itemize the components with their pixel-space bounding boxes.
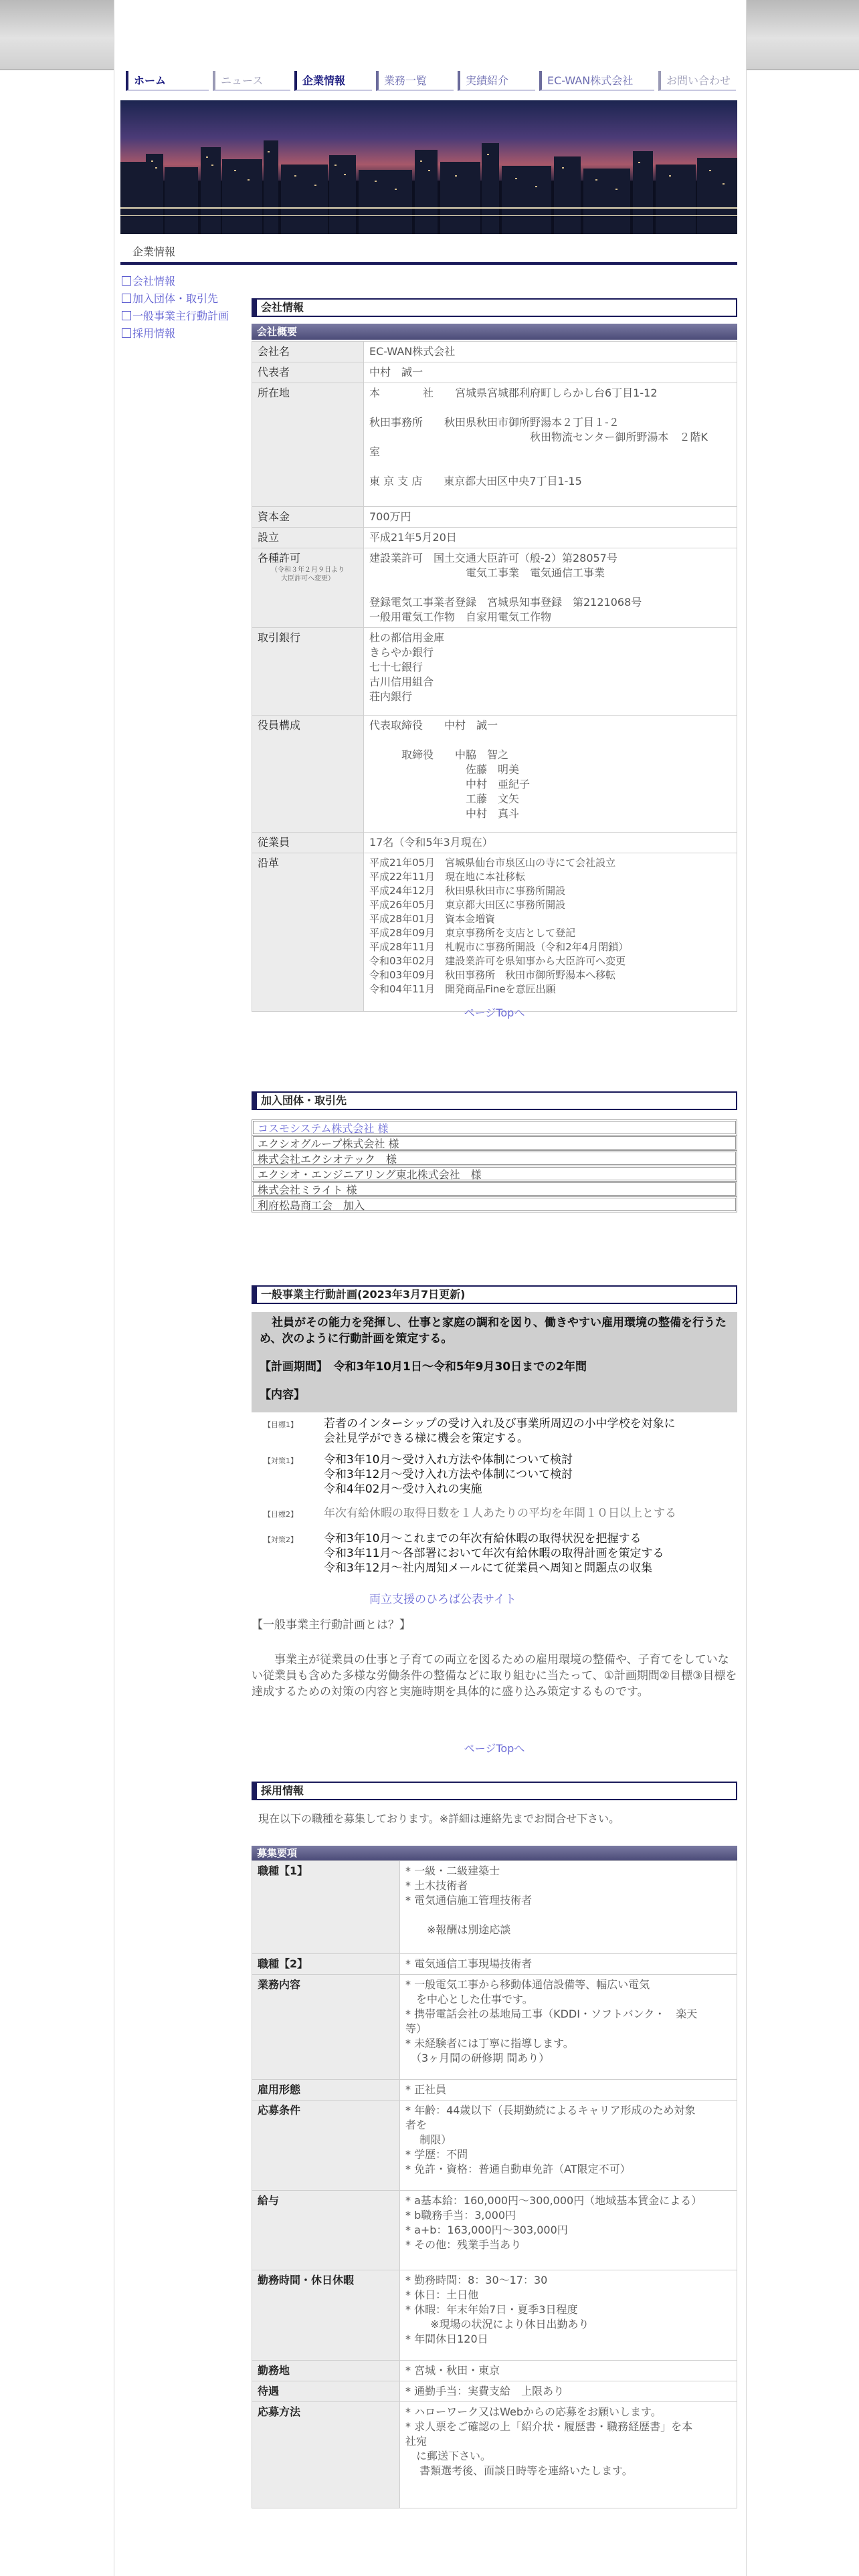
company-overview-table <box>252 341 737 1012</box>
row-key: 所在地 <box>252 383 364 507</box>
table-row <box>252 2080 737 2101</box>
row-value: 700万円 <box>364 507 737 528</box>
plan-tag: 【目標1】 <box>264 1420 298 1429</box>
recruit-note: 現在以下の職種を募集しております。※詳細は連絡先までお問合せ下さい。 <box>258 1812 620 1825</box>
nav-ec-wan[interactable]: EC-WAN株式会社 <box>539 71 654 91</box>
side-link-action-plan[interactable] <box>122 308 229 325</box>
ryoritsu-site-link[interactable]: 両立支援のひろば公表サイト <box>369 1593 516 1606</box>
plan-text: 年次有給休暇の取得日数を１人あたりの平均を年間１０日以上とする <box>324 1507 676 1520</box>
row-key: 職種【2】 <box>252 1954 400 1975</box>
row-value: 建設業許可 国土交通大臣許可（般-2）第28057号 電気工事業 電気通信工事業 登録電気工事業者登録 宮城県知事登録 第2121068号 一般用電気工作物 自家用電気工作物 <box>364 548 737 628</box>
table-row <box>252 362 737 383</box>
plan-whatis-text: 事業主が従業員の仕事と子育ての両立を図るための雇用環境の整備や、子育てをしていない従業員も含めた多様な労働条件の整備などに取り組むに当たって、①計画期間②目標③目標を達成するための対策の内容と実施時期を具体的に盛り込み策定するものです。 <box>252 1653 737 1699</box>
checkbox-icon <box>122 294 131 303</box>
plan-measure-1 <box>252 1453 737 1499</box>
row-key: 給与 <box>252 2191 400 2270</box>
row-key: 職種【1】 <box>252 1861 400 1954</box>
table-row <box>252 833 737 853</box>
partner-list <box>252 1119 737 1212</box>
subheading-requirements: 募集要項 <box>252 1846 737 1860</box>
table-row <box>252 628 737 716</box>
breadcrumb <box>120 242 737 265</box>
plan-goal-1 <box>252 1416 737 1448</box>
plan-text: 若者のインターシップの受け入れ及び事業所周辺の小中学校を対象に 会社見学ができる様に機会を策定する。 <box>324 1417 676 1445</box>
nav-news[interactable]: ニュース <box>213 71 290 91</box>
row-key: 勤務地 <box>252 2361 400 2381</box>
row-value: 本 社 宮城県宮城郡利府町しらかし台6丁目1-12 秋田事務所 秋田県秋田市御所野湯本２丁目１-２ 秋田物流センター御所野湯本 ２階K 室 東 京 支 店 東京都大田区中央7丁目1-15 <box>364 383 737 507</box>
side-link-label: 加入団体・取引先 <box>132 292 219 305</box>
row-key: 従業員 <box>252 833 364 853</box>
row-value: 平成21年5月20日 <box>364 528 737 548</box>
row-key: 資本金 <box>252 507 364 528</box>
table-row <box>252 853 737 1012</box>
plan-intro: 社員がその能力を発揮し、仕事と家庭の調和を図り、働きやすい雇用環境の整備を行うため、次のように行動計画を策定する。 <box>260 1316 727 1346</box>
plan-whatis-title: 【一般事業主行動計画とは？】 <box>252 1618 411 1632</box>
plan-tag: 【対策1】 <box>264 1457 298 1465</box>
plan-tag: 【目標2】 <box>264 1510 298 1519</box>
row-value: * 正社員 <box>400 2080 737 2101</box>
row-value: * 電気通信工事現場技術者 <box>400 1954 737 1975</box>
row-key: 業務内容 <box>252 1975 400 2080</box>
plan-content-label: 【内容】 <box>260 1388 305 1402</box>
plan-measure-2 <box>252 1531 737 1578</box>
row-value: * 勤務時間：8：30〜17：30 * 休日：土日他 * 休暇：年末年始7日・夏季3日程度 ※現場の状況により休日出勤あり * 年間休日120日 <box>400 2270 737 2361</box>
row-value: * 通勤手当：実費支給 上限あり <box>400 2381 737 2402</box>
page-title: 企業情報 <box>132 245 176 258</box>
side-menu <box>122 273 229 342</box>
table-row <box>252 528 737 548</box>
hero-city-image <box>120 100 737 234</box>
partner-item: エクシオ・エンジニアリング東北株式会社 様 <box>252 1166 737 1182</box>
section-heading-action-plan: 一般事業主行動計画(2023年3月7日更新) <box>252 1285 737 1304</box>
table-row <box>252 2101 737 2191</box>
table-row <box>252 2361 737 2381</box>
table-row <box>252 1861 737 1954</box>
row-key: 沿革 <box>252 853 364 1012</box>
table-row <box>252 342 737 362</box>
row-key: 役員構成 <box>252 716 364 833</box>
partner-item: エクシオグループ株式会社 様 <box>252 1135 737 1151</box>
nav-home[interactable]: ホーム <box>126 71 209 91</box>
nav-contact[interactable]: お問い合わせ <box>658 71 736 91</box>
table-row <box>252 2381 737 2402</box>
row-value: EC-WAN株式会社 <box>364 342 737 362</box>
city-skyline-image <box>120 100 737 234</box>
section-heading-company: 会社情報 <box>252 298 737 317</box>
table-row <box>252 548 737 628</box>
partner-item: 株式会社ミライト 様 <box>252 1181 737 1197</box>
plan-tag: 【対策2】 <box>264 1535 298 1544</box>
checkbox-icon <box>122 276 131 286</box>
table-row <box>252 2402 737 2508</box>
row-value: 平成21年05月 宮城県仙台市泉区山の寺にて会社設立 平成22年11月 現在地に本社移転 平成24年12月 秋田県秋田市に事務所開設 平成26年05月 東京都大田区に事務所開設 平成28年01月 資本金増資 平成28年09月 東京事務所を支店として登記 平成28年11月 札幌市に事務所開設（令和2年4月閉鎖） 令和03年02月 建設業許可を県知事から大臣許可へ変更 令和03年09月 秋田事務所 秋田市御所野湯本へ移転 令和04年11月 開発商品Fineを意匠出願 <box>364 853 737 1012</box>
row-value: 17名（令和5年3月現在） <box>364 833 737 853</box>
row-key: 代表者 <box>252 362 364 383</box>
side-link-partners[interactable] <box>122 290 229 308</box>
row-value: 杜の都信用金庫 きらやか銀行 七十七銀行 古川信用組合 荘内銀行 <box>364 628 737 716</box>
row-value: * 宮城・秋田・東京 <box>400 2361 737 2381</box>
row-key: 雇用形態 <box>252 2080 400 2101</box>
row-value: * ハローワーク又はWebからの応募をお願いします。 * 求人票をご確認の上「紹介状・履歴書・職務経歴書」を本 社宛 に郵送下さい。 書類選考後、面談日時等を連絡いたします。 <box>400 2402 737 2508</box>
row-value: * 一般電気工事から移動体通信設備等、幅広い電気 を中心とした仕事です。 * 携帯電話会社の基地局工事（KDDI・ソフトバンク・ 楽天 等） * 未経験者には丁寧に指導します。 （3ヶ月間の研修期 間あり） <box>400 1975 737 2080</box>
table-row <box>252 383 737 507</box>
page-top-link[interactable]: ページTopへ <box>464 1742 525 1755</box>
side-link-label: 会社情報 <box>132 275 176 288</box>
section-heading-recruit: 採用情報 <box>252 1782 737 1800</box>
table-row <box>252 507 737 528</box>
plan-text: 令和3年10月～受け入れ方法や体制について検討 令和3年12月～受け入れ方法や体制について検討 令和4年02月～受け入れの実施 <box>324 1453 573 1496</box>
nav-company[interactable]: 企業情報 <box>294 71 372 91</box>
row-key: 応募条件 <box>252 2101 400 2191</box>
plan-goal-2 <box>252 1506 737 1522</box>
row-key: 取引銀行 <box>252 628 364 716</box>
recruit-table <box>252 1860 737 2508</box>
row-value: 代表取締役 中村 誠一 取締役 中脇 智之 佐藤 明美 中村 亜紀子 工藤 文矢 中村 真斗 <box>364 716 737 833</box>
plan-text: 令和3年10月～これまでの年次有給休暇の取得状況を把握する 令和3年11月～各部署において年次有給休暇の取得計画を策定する 令和3年12月～社内周知メールにて従業員へ周知と問題点の収集 <box>324 1532 664 1575</box>
row-value: 中村 誠一 <box>364 362 737 383</box>
row-value: * a基本給：160,000円〜300,000円（地域基本賃金による） * b職務手当：3,000円 * a+b：163,000円〜303,000円 * その他：残業手当あり <box>400 2191 737 2270</box>
row-key <box>252 548 364 628</box>
section-heading-partners: 加入団体・取引先 <box>252 1091 737 1110</box>
row-value: * 一級・二級建築士 * 土木技術者 * 電気通信施工管理技術者 ※報酬は別途応談 <box>400 1861 737 1954</box>
partner-item: 株式会社エクシオテック 様 <box>252 1150 737 1166</box>
row-key-label: 各種許可 <box>258 552 301 564</box>
partner-item[interactable]: コスモシステム株式会社 様 <box>252 1119 737 1136</box>
row-key: 応募方法 <box>252 2402 400 2508</box>
table-row <box>252 2270 737 2361</box>
checkbox-icon <box>122 311 131 320</box>
row-key-note: （令和３年２月９日より 大臣許可へ変更） <box>271 566 345 582</box>
side-link-recruit[interactable] <box>122 325 229 342</box>
partner-item: 利府松島商工会 加入 <box>252 1196 737 1212</box>
nav-services[interactable]: 業務一覧 <box>376 71 454 91</box>
page-top-link[interactable]: ページTopへ <box>464 1006 525 1019</box>
row-value: * 年齢：44歳以下（長期勤続によるキャリア形成のため対象 者を 制限） * 学歴：不問 * 免許・資格：普通自動車免許（AT限定不可） <box>400 2101 737 2191</box>
row-key: 設立 <box>252 528 364 548</box>
subheading-company-overview: 会社概要 <box>252 324 737 340</box>
side-link-company[interactable] <box>122 273 229 290</box>
row-key: 会社名 <box>252 342 364 362</box>
checkbox-icon <box>122 328 131 338</box>
row-key: 待遇 <box>252 2381 400 2402</box>
row-key: 勤務時間・休日休暇 <box>252 2270 400 2361</box>
table-row <box>252 1975 737 2080</box>
table-row <box>252 1954 737 1975</box>
action-plan-summary <box>252 1312 737 1412</box>
nav-works[interactable]: 実績紹介 <box>458 71 535 91</box>
table-row <box>252 716 737 833</box>
plan-period: 【計画期間】 令和3年10月1日～令和5年9月30日までの2年間 <box>260 1360 587 1374</box>
table-row <box>252 2191 737 2270</box>
side-link-label: 採用情報 <box>132 327 176 340</box>
side-link-label: 一般事業主行動計画 <box>132 310 229 322</box>
